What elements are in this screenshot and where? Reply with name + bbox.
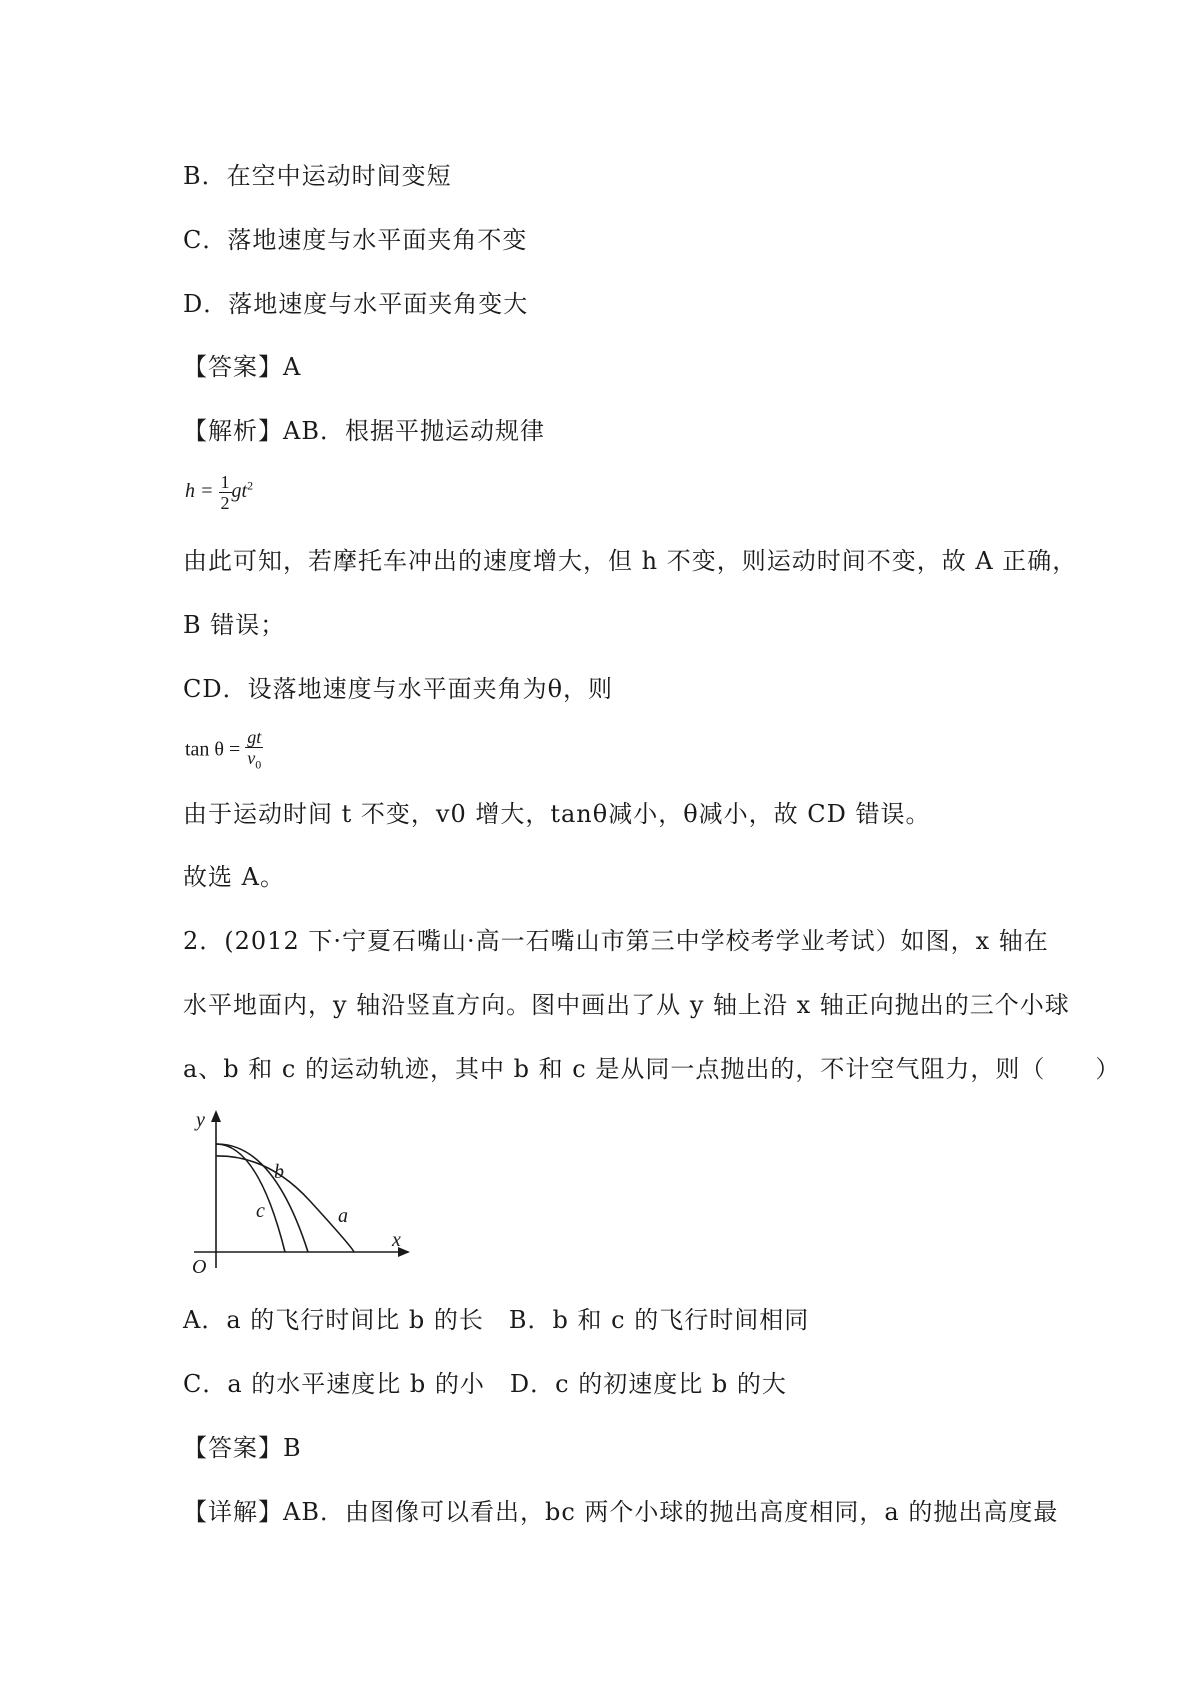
x-axis-label: x: [392, 1229, 401, 1251]
fraction-denominator: 2: [220, 493, 230, 513]
question-2-options-cd: C．a 的水平速度比 b 的小 D．c 的初速度比 b 的大: [183, 1370, 787, 1398]
analysis-1-text: 由此可知，若摩托车冲出的速度增大，但 h 不变，则运动时间不变，故 A 正确，: [183, 547, 1078, 575]
label-b: b: [274, 1161, 284, 1183]
formula-height-rhs: gt: [231, 480, 248, 503]
label-c: c: [256, 1200, 265, 1222]
question-2-options-ab: A．a 的飞行时间比 b 的长 B．b 和 c 的飞行时间相同: [183, 1306, 810, 1334]
formula-height-lhs: h =: [185, 480, 214, 503]
origin-label: O: [192, 1256, 207, 1278]
formula-height-exponent: 2: [247, 478, 254, 493]
y-axis-arrow: [211, 1110, 221, 1122]
question-2-line-3: a、b 和 c 的运动轨迹，其中 b 和 c 是从同一点抛出的，不计空气阻力，则（ ）: [183, 1055, 1121, 1083]
analysis-1-text-cont: B 错误；: [183, 611, 286, 639]
formula-tan-lhs: tan θ =: [185, 738, 241, 761]
analysis-1-cd: CD．设落地速度与水平面夹角为θ，则: [183, 675, 614, 703]
trajectory-figure: [178, 1100, 418, 1284]
question-2-line-2: 水平地面内，y 轴沿竖直方向。图中画出了从 y 轴上沿 x 轴正向抛出的三个小球: [183, 991, 1070, 1019]
trajectory-diagram: [178, 1100, 418, 1280]
formula-tan: [185, 727, 263, 775]
option-c: C．落地速度与水平面夹角不变: [183, 226, 528, 254]
fraction-denominator: [245, 748, 263, 775]
analysis-2-line-1: 【详解】AB．由图像可以看出，bc 两个小球的抛出高度相同，a 的抛出高度最: [183, 1498, 1059, 1526]
answer-1: 【答案】A: [183, 353, 302, 381]
fraction-gt-v0: [245, 727, 263, 775]
fraction-denominator-subscript: 0: [255, 757, 262, 772]
analysis-1-choice: 故选 A。: [183, 863, 285, 891]
fraction-half: [219, 472, 232, 513]
fraction-numerator: gt: [247, 727, 262, 747]
analysis-1-conclusion: 由于运动时间 t 不变，v0 增大，tanθ减小，θ减小，故 CD 错误。: [183, 800, 931, 828]
fraction-denominator-symbol: v: [247, 748, 256, 768]
question-2-line-1: 2．(2012 下·宁夏石嘴山·高一石嘴山市第三中学校考学业考试）如图，x 轴在: [183, 927, 1049, 955]
y-axis-label: y: [196, 1109, 205, 1131]
option-b: B．在空中运动时间变短: [183, 162, 452, 190]
trajectory-a: [216, 1156, 354, 1252]
answer-2: 【答案】B: [183, 1434, 302, 1462]
formula-height: [185, 472, 253, 513]
analysis-1-heading: 【解析】AB．根据平抛运动规律: [183, 417, 545, 445]
label-a: a: [338, 1205, 348, 1227]
option-d: D．落地速度与水平面夹角变大: [183, 290, 529, 318]
fraction-numerator: 1: [220, 472, 230, 492]
trajectory-b: [216, 1144, 308, 1252]
